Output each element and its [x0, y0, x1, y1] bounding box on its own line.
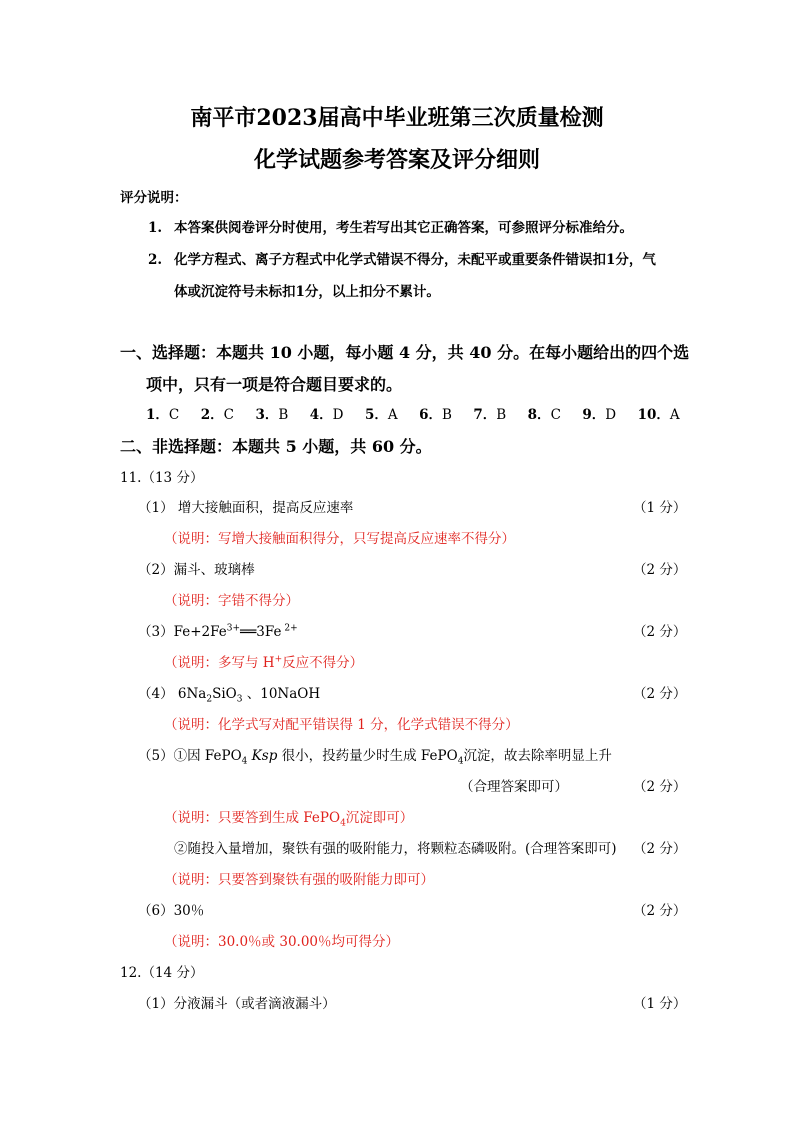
- answer-2-value: C: [223, 407, 234, 423]
- q11-3-equals: ══: [240, 624, 257, 640]
- q11-5-reasonable: （合理答案即可）: [460, 779, 568, 795]
- q11-6-score: （2 分）: [633, 903, 687, 919]
- q11-1-note: （说明：写增大接触面积得分，只写提高反应速率不得分）: [164, 531, 515, 547]
- q11-2: （2）漏斗、玻璃棒: [138, 562, 255, 578]
- q11-1: （1） 增大接触面积，提高反应速率: [138, 500, 354, 516]
- answer-4-num: 4．: [309, 407, 333, 423]
- q11-4-sub-1: 2: [206, 694, 213, 705]
- q11-5-c: 沉淀，故去除率明显上升: [463, 748, 612, 764]
- q11-3-note-sup: +: [274, 654, 283, 665]
- q11-5-score-2: （2 分）: [633, 841, 687, 857]
- answer-9-value: D: [605, 407, 617, 423]
- answer-3-num: 3．: [255, 407, 279, 423]
- q11-5-ksp: Ksp: [247, 748, 278, 764]
- q11-3: [138, 622, 298, 642]
- q11-header: 11.（13 分）: [120, 470, 204, 486]
- answer-3-value: B: [278, 407, 289, 423]
- q11-3-charge-1: 3+: [226, 623, 241, 634]
- section-1-line-1: 一、选择题：本题共 10 小题，每小题 4 分，共 40 分。在每小题给出的四个选: [120, 343, 690, 362]
- q12-1-score: （1 分）: [633, 996, 687, 1012]
- q11-5-score-1: （2 分）: [633, 779, 687, 795]
- q11-4-sub-2: 3: [236, 694, 243, 705]
- answer-row: [146, 405, 680, 425]
- answer-6-num: 6．: [419, 407, 442, 423]
- note-1: [148, 218, 633, 238]
- q11-3-note: [164, 653, 363, 673]
- note-2-cont: 体或沉淀符号未标扣1分，以上扣分不累计。: [174, 284, 440, 300]
- answer-8-num: 8．: [527, 407, 551, 423]
- note-1-num: 1.: [148, 220, 163, 236]
- q11-5-sub-2: 4: [457, 756, 464, 767]
- answer-2-num: 2．: [200, 407, 224, 423]
- q12-1: （1）分液漏斗（或者滴液漏斗）: [138, 996, 336, 1012]
- q11-5-sub-1: 4: [241, 756, 248, 767]
- section-2-title: 二、非选择题：本题共 5 小题，共 60 分。: [120, 437, 432, 456]
- q11-5-note-1: [164, 808, 413, 828]
- q11-6: （6）30％: [138, 903, 205, 919]
- q11-4: [138, 684, 320, 704]
- q11-5-note-2: （说明：只要答到聚铁有强的吸附能力即可）: [164, 872, 434, 888]
- q11-3-charge-2: 2+: [281, 623, 298, 634]
- q11-5-b: 很小，投药量少时生成 FePO: [277, 748, 458, 764]
- note-2-text: 化学方程式、离子方程式中化学式错误不得分，未配平或重要条件错误扣1分，气: [174, 252, 656, 268]
- answer-1-num: 1．: [146, 407, 169, 423]
- q11-6-note: （说明：30.0％或 30.00％均可得分）: [164, 934, 399, 950]
- note-2: [148, 250, 656, 270]
- q11-4-note: （说明：化学式写对配平错误得 1 分，化学式错误不得分）: [164, 717, 519, 733]
- q11-4-rest: 、10NaOH: [242, 686, 321, 702]
- answer-9-num: 9．: [582, 407, 606, 423]
- q11-5-note-1-a: （说明：只要答到生成 FePO: [164, 810, 341, 826]
- answer-8-value: C: [550, 407, 561, 423]
- q11-2-score: （2 分）: [633, 562, 687, 578]
- note-2-num: 2.: [148, 252, 163, 268]
- answer-5-num: 5．: [364, 407, 388, 423]
- q12-header: 12.（14 分）: [120, 965, 204, 981]
- note-1-text: 本答案供阅卷评分时使用，考生若写出其它正确答案，可参照评分标准给分。: [174, 220, 633, 236]
- q11-4-score: （2 分）: [633, 686, 687, 702]
- q11-5-1: [138, 746, 612, 766]
- q11-5-2: ②随投入量增加，聚铁有强的吸附能力，将颗粒态磷吸附。(合理答案即可): [174, 841, 617, 857]
- title-line-1: 南平市2023届高中毕业班第三次质量检测: [190, 105, 604, 131]
- q11-4-prefix: （4） 6Na: [138, 686, 207, 702]
- q11-3-score: （2 分）: [633, 624, 687, 640]
- answer-1-value: C: [168, 407, 180, 423]
- answer-7-num: 7．: [473, 407, 497, 423]
- q11-5-note-1-b: 沉淀即可）: [345, 810, 414, 826]
- answer-10-value: A: [669, 407, 680, 423]
- q11-2-note: （说明：字错不得分）: [164, 593, 299, 609]
- answer-5-value: A: [387, 407, 398, 423]
- title-line-2: 化学试题参考答案及评分细则: [253, 147, 540, 173]
- answer-4-value: D: [332, 407, 344, 423]
- q11-3-prefix: （3）: [138, 624, 174, 640]
- answer-10-num: 10．: [637, 407, 670, 423]
- answer-7-value: B: [496, 407, 507, 423]
- section-1-line-2: 项中，只有一项是符合题目要求的。: [146, 375, 403, 394]
- q11-3-note-b: 反应不得分）: [282, 655, 364, 671]
- q11-3-product: 3Fe: [256, 624, 282, 640]
- q11-3-note-a: （说明：多写与 H: [164, 655, 275, 671]
- q11-5-a: （5）①因 FePO: [138, 748, 242, 764]
- q11-1-score: （1 分）: [633, 500, 687, 516]
- q11-3-reactant: Fe+2Fe: [173, 624, 227, 640]
- answer-6-value: B: [441, 407, 452, 423]
- q11-5-note-1-sub: 4: [340, 818, 346, 829]
- notes-label: 评分说明：: [120, 190, 188, 206]
- q11-4-mid: SiO: [212, 686, 237, 702]
